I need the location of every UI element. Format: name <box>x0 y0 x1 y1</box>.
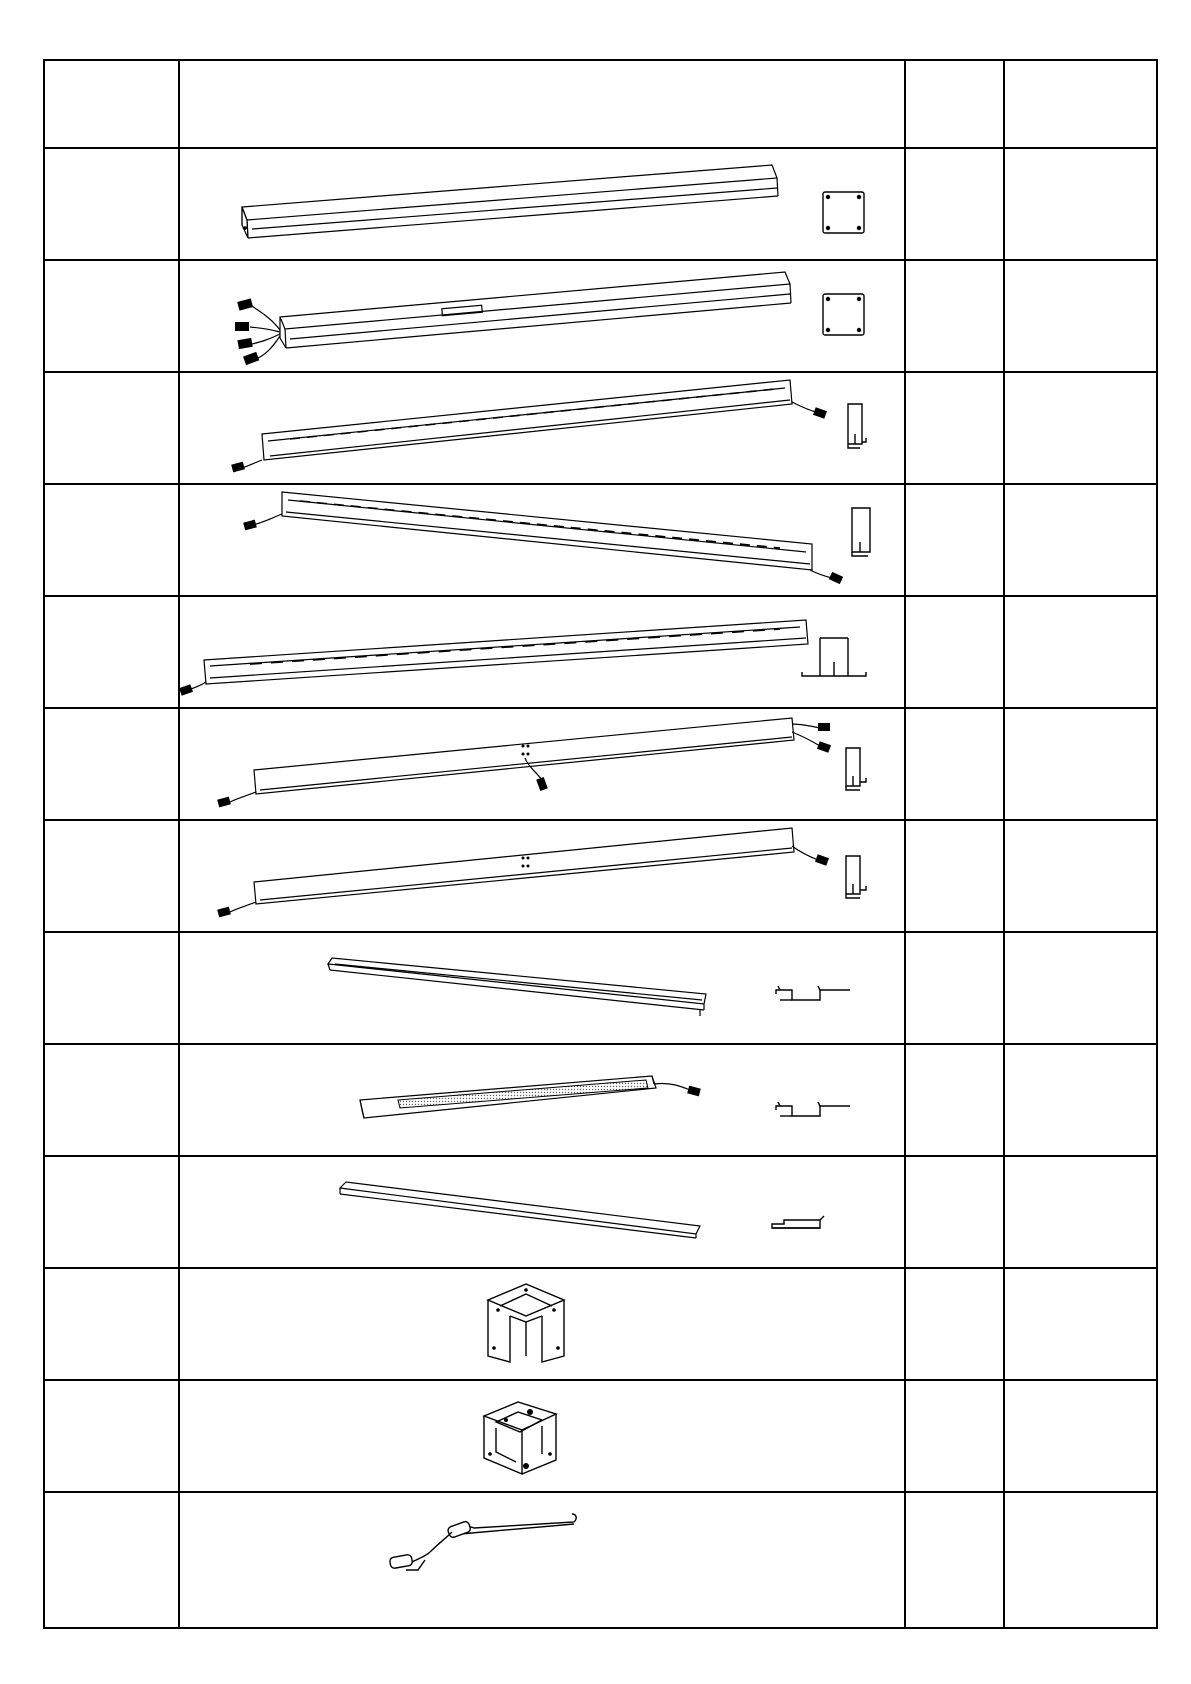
corner-cap-bracket-icon <box>180 1382 904 1490</box>
part-note-cell <box>1004 1268 1157 1380</box>
flat-section-icon <box>772 1216 824 1228</box>
table-row <box>44 820 1157 932</box>
part-qty-cell <box>905 484 1004 596</box>
part-note-cell <box>1004 932 1157 1044</box>
part-qty-cell <box>905 820 1004 932</box>
part-qty-cell <box>905 148 1004 260</box>
table-row <box>44 1156 1157 1268</box>
part-note-cell <box>1004 820 1157 932</box>
part-note-cell <box>1004 708 1157 820</box>
part-id-cell <box>44 932 179 1044</box>
table-row <box>44 1044 1157 1156</box>
table-row <box>44 260 1157 372</box>
part-note-cell <box>1004 1380 1157 1492</box>
post-profile-icon <box>180 150 904 258</box>
part-qty-cell <box>905 1492 1004 1628</box>
part-drawing-cell <box>179 596 905 708</box>
part-note-cell <box>1004 148 1157 260</box>
corner-bracket-icon <box>180 1270 904 1378</box>
u-channel-section-icon <box>802 638 866 676</box>
part-qty-cell <box>905 708 1004 820</box>
slotted-beam-long-icon <box>180 598 904 706</box>
table-row <box>44 1380 1157 1492</box>
plain-beam-end-wired-icon <box>180 822 904 930</box>
part-note-cell <box>1004 596 1157 708</box>
part-id-cell <box>44 484 179 596</box>
c-channel-section-icon <box>846 748 866 790</box>
part-id-cell <box>44 148 179 260</box>
header-cell-a <box>44 60 179 148</box>
table-row <box>44 596 1157 708</box>
part-qty-cell <box>905 1380 1004 1492</box>
led-rail-profile-icon <box>180 1046 904 1154</box>
c-channel-section-icon <box>846 856 866 898</box>
part-id-cell <box>44 1268 179 1380</box>
table-row <box>44 1492 1157 1628</box>
part-drawing-cell <box>179 372 905 484</box>
c-channel-section-icon <box>852 508 870 556</box>
parts-table <box>43 59 1158 1629</box>
flat-cover-strip-icon <box>180 1158 904 1266</box>
part-qty-cell <box>905 1156 1004 1268</box>
slotted-beam-right-wired-icon <box>180 486 904 594</box>
plain-beam-center-wired-icon <box>180 710 904 818</box>
part-qty-cell <box>905 260 1004 372</box>
part-note-cell <box>1004 260 1157 372</box>
part-note-cell <box>1004 484 1157 596</box>
part-id-cell <box>44 820 179 932</box>
part-qty-cell <box>905 1044 1004 1156</box>
part-qty-cell <box>905 932 1004 1044</box>
part-qty-cell <box>905 596 1004 708</box>
part-id-cell <box>44 372 179 484</box>
part-id-cell <box>44 1492 179 1628</box>
part-drawing-cell <box>179 1380 905 1492</box>
part-id-cell <box>44 1380 179 1492</box>
table-header-row <box>44 60 1157 148</box>
part-drawing-cell <box>179 708 905 820</box>
square-section-icon <box>823 294 864 335</box>
table-row <box>44 932 1157 1044</box>
crank-handle-icon <box>180 1494 904 1626</box>
part-drawing-cell <box>179 148 905 260</box>
square-section-icon <box>823 192 864 233</box>
part-note-cell <box>1004 1044 1157 1156</box>
c-channel-section-icon <box>848 404 866 448</box>
wired-post-profile-icon <box>180 262 904 370</box>
part-drawing-cell <box>179 1268 905 1380</box>
part-drawing-cell <box>179 1156 905 1268</box>
table-row <box>44 372 1157 484</box>
part-id-cell <box>44 260 179 372</box>
part-note-cell <box>1004 372 1157 484</box>
table-row <box>44 148 1157 260</box>
part-id-cell <box>44 1156 179 1268</box>
parts-list-sheet <box>43 59 1154 1630</box>
table-row <box>44 1268 1157 1380</box>
part-id-cell <box>44 1044 179 1156</box>
part-qty-cell <box>905 1268 1004 1380</box>
table-row <box>44 484 1157 596</box>
part-note-cell <box>1004 1492 1157 1628</box>
slotted-beam-left-wired-icon <box>180 374 904 482</box>
rail-section-icon <box>776 986 850 1000</box>
part-note-cell <box>1004 1156 1157 1268</box>
part-drawing-cell <box>179 932 905 1044</box>
rail-profile-icon <box>180 934 904 1042</box>
header-cell-b <box>179 60 905 148</box>
rail-section-icon <box>776 1102 850 1116</box>
table-row <box>44 708 1157 820</box>
part-drawing-cell <box>179 820 905 932</box>
part-id-cell <box>44 708 179 820</box>
part-drawing-cell <box>179 260 905 372</box>
header-cell-c <box>905 60 1004 148</box>
part-drawing-cell <box>179 1044 905 1156</box>
part-id-cell <box>44 596 179 708</box>
part-qty-cell <box>905 372 1004 484</box>
header-cell-d <box>1004 60 1157 148</box>
part-drawing-cell <box>179 484 905 596</box>
part-drawing-cell <box>179 1492 905 1628</box>
